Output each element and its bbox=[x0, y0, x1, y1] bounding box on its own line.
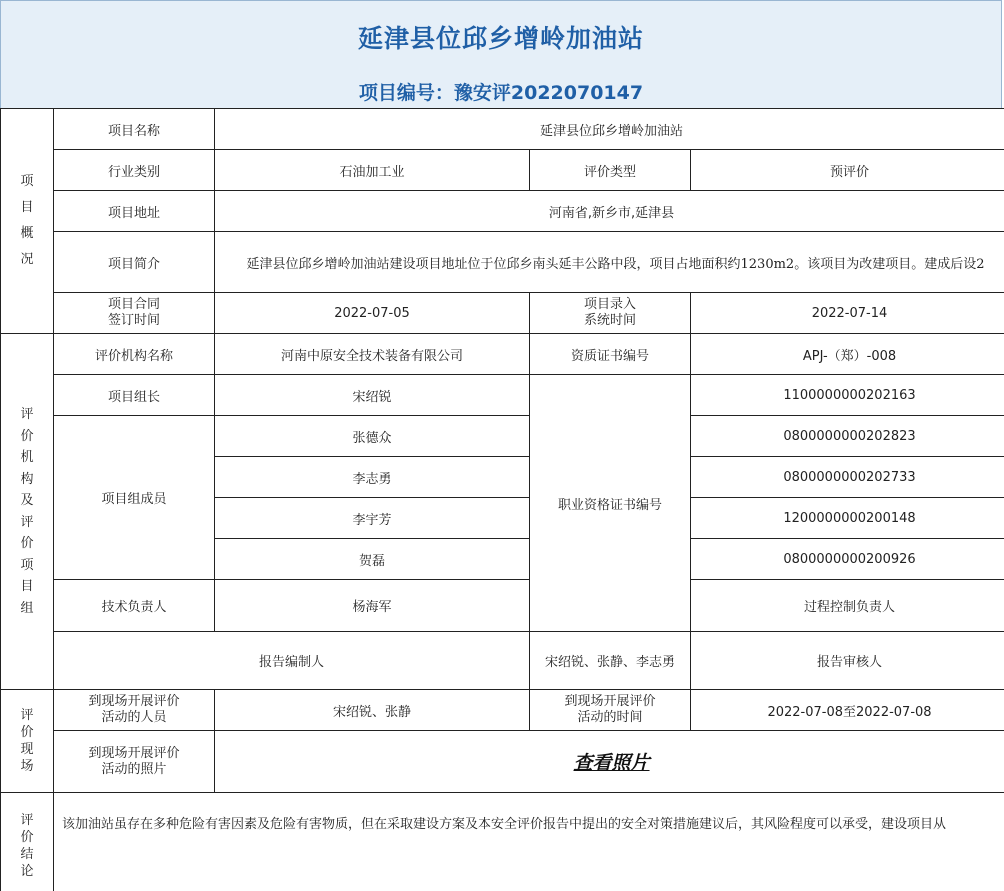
tech-lead-label: 技术负责人 bbox=[54, 580, 215, 632]
contract-time-label: 项目合同 签订时间 bbox=[54, 293, 215, 334]
member-name: 宋绍锐 bbox=[215, 375, 530, 416]
agency-label: 评价机构名称 bbox=[54, 334, 215, 375]
table-row bbox=[1, 150, 1004, 191]
members-label: 项目组成员 bbox=[54, 416, 215, 580]
member-cert: 1100000000202163 bbox=[691, 375, 1004, 416]
project-code: 项目编号：豫安评2022070147 bbox=[358, 82, 644, 104]
table-row bbox=[1, 690, 1004, 731]
member-cert: 0800000000200926 bbox=[691, 539, 1004, 580]
site-photo-label: 到现场开展评价 活动的照片 bbox=[54, 731, 215, 793]
section-org: 评 价 机 构 及 评 价 项 目 组 bbox=[1, 334, 54, 690]
photo-cell bbox=[215, 731, 1004, 793]
brief-value: 延津县位邱乡增岭加油站建设项目地址位于位邱乡南头延丰公路中段，项目占地面积约1230m2。该项目为改建项目。建成后设2 bbox=[215, 232, 1004, 293]
cert-value: APJ-（郑）-008 bbox=[691, 334, 1004, 375]
cert-label: 资质证书编号 bbox=[530, 334, 691, 375]
site-people-label: 到现场开展评价 活动的人员 bbox=[54, 690, 215, 731]
member-cert: 0800000000202733 bbox=[691, 457, 1004, 498]
table-row bbox=[1, 793, 1004, 891]
project-name-label: 项目名称 bbox=[54, 109, 215, 150]
eval-type-value: 预评价 bbox=[691, 150, 1004, 191]
page-title: 延津县位邱乡增岭加油站 bbox=[357, 24, 644, 53]
leader-label: 项目组长 bbox=[54, 375, 215, 416]
section-conclusion: 评 价 结 论 bbox=[1, 793, 54, 891]
site-people-value: 宋绍锐、张静 bbox=[215, 690, 530, 731]
report-reviewer-label: 报告审核人 bbox=[691, 632, 1004, 690]
view-photos-link[interactable]: 查看照片 bbox=[573, 752, 650, 774]
table-row bbox=[1, 632, 1004, 690]
member-name: 张德众 bbox=[215, 416, 530, 457]
table-row bbox=[1, 580, 1004, 632]
qualification-label: 职业资格证书编号 bbox=[530, 375, 691, 632]
project-name-value: 延津县位邱乡增岭加油站 bbox=[215, 109, 1004, 150]
member-name: 李志勇 bbox=[215, 457, 530, 498]
section-overview: 项 目 概 况 bbox=[1, 109, 54, 334]
report-author-value: 宋绍锐、张静、李志勇 bbox=[530, 632, 691, 690]
member-cert: 0800000000202823 bbox=[691, 416, 1004, 457]
table-row bbox=[1, 375, 1004, 416]
site-time-label: 到现场开展评价 活动的时间 bbox=[530, 690, 691, 731]
table-row bbox=[1, 334, 1004, 375]
member-name: 李宇芳 bbox=[215, 498, 530, 539]
industry-value: 石油加工业 bbox=[215, 150, 530, 191]
tech-lead-value: 杨海军 bbox=[215, 580, 530, 632]
entry-time-value: 2022-07-14 bbox=[691, 293, 1004, 334]
section-site: 评 价 现 场 bbox=[1, 690, 54, 793]
address-label: 项目地址 bbox=[54, 191, 215, 232]
address-value: 河南省,新乡市,延津县 bbox=[215, 191, 1004, 232]
project-info-table bbox=[0, 108, 1004, 891]
contract-time-value: 2022-07-05 bbox=[215, 293, 530, 334]
table-row bbox=[1, 191, 1004, 232]
member-name: 贺磊 bbox=[215, 539, 530, 580]
conclusion-text: 该加油站虽存在多种危险有害因素及危险有害物质，但在采取建设方案及本安全评价报告中提出的安全对策措施建议后，其风险程度可以承受，建设项目从 bbox=[54, 793, 1004, 891]
site-time-value: 2022-07-08至2022-07-08 bbox=[691, 690, 1004, 731]
table-row bbox=[1, 232, 1004, 293]
member-cert: 1200000000200148 bbox=[691, 498, 1004, 539]
agency-value: 河南中原安全技术装备有限公司 bbox=[215, 334, 530, 375]
table-row bbox=[1, 293, 1004, 334]
table-row bbox=[1, 109, 1004, 150]
table-row bbox=[1, 416, 1004, 457]
entry-time-label: 项目录入 系统时间 bbox=[530, 293, 691, 334]
report-author-label: 报告编制人 bbox=[54, 632, 530, 690]
table-row bbox=[1, 731, 1004, 793]
process-lead-label: 过程控制负责人 bbox=[691, 580, 1004, 632]
industry-label: 行业类别 bbox=[54, 150, 215, 191]
eval-type-label: 评价类型 bbox=[530, 150, 691, 191]
brief-label: 项目简介 bbox=[54, 232, 215, 293]
page-header bbox=[0, 0, 1002, 108]
